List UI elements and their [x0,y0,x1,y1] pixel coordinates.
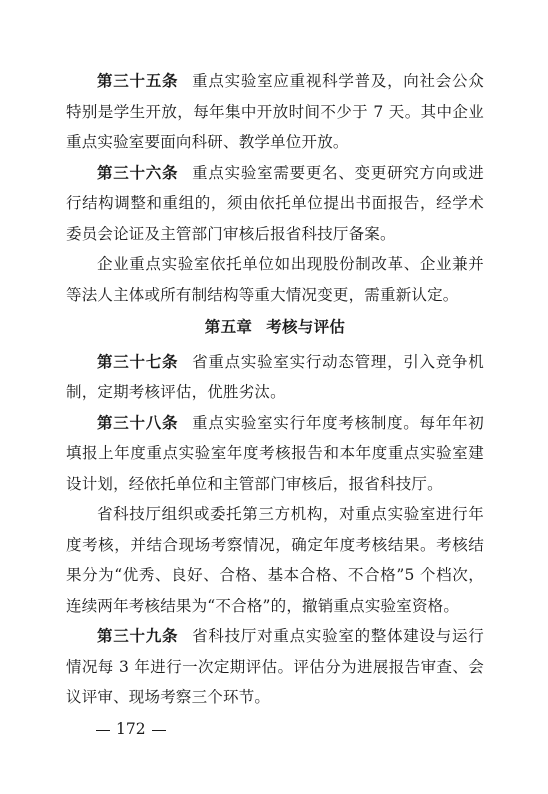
footer-dash-left [96,730,110,731]
article-38 [66,408,484,500]
page-footer [96,720,166,738]
article-39-heading: 第三十九条 [97,627,179,645]
chapter-number: 第五章 [204,318,253,336]
article-39-text: 省科技厅对重点实验室的整体建设与运行情况每 3 年进行一次定期评估。评估分为进展报告审查、会议评审、现场考察三个环节。 [66,627,484,706]
chapter-heading [66,312,484,343]
article-35 [66,66,484,158]
article-36-heading: 第三十六条 [97,163,179,182]
chapter-title: 考核与评估 [266,318,346,336]
footer-dash-right [152,730,166,731]
article-36 [66,158,484,250]
document-page [66,66,484,713]
article-39 [66,621,484,713]
article-38-paragraph-2: 省科技厅组织或委托第三方机构，对重点实验室进行年度考核，并结合现场考察情况，确定年度考核结果。考核结果分为“优秀、良好、合格、基本合格、不合格”5 个档次，连续两年考核结果为“不合格”的，撤销重点实验室资格。 [66,505,484,615]
article-35-text: 重点实验室应重视科学普及，向社会公众特别是学生开放，每年集中开放时间不少于 7 天。其中企业重点实验室要面向科研、教学单位开放。 [66,72,484,151]
article-37-heading: 第三十七条 [97,352,179,371]
article-36-paragraph-2: 企业重点实验室依托单位如出现股份制改革、企业兼并等法人主体或所有制结构等重大情况变更，需重新认定。 [66,255,484,304]
article-38-text: 重点实验室实行年度考核制度。每年年初填报上年度重点实验室年度考核报告和本年度重点实验室建设计划，经依托单位和主管部门审核后，报省科技厅。 [66,413,484,493]
article-37 [66,347,484,408]
article-37-text: 省重点实验室实行动态管理，引入竞争机制，定期考核评估，优胜劣汰。 [66,352,484,401]
article-35-heading: 第三十五条 [97,72,179,90]
article-38-heading: 第三十八条 [97,413,179,432]
article-36-text: 重点实验室需要更名、变更研究方向或进行结构调整和重组的，须由依托单位提出书面报告，经学术委员会论证及主管部门审核后报省科技厅备案。 [66,163,484,243]
page-number: 172 [116,720,146,738]
